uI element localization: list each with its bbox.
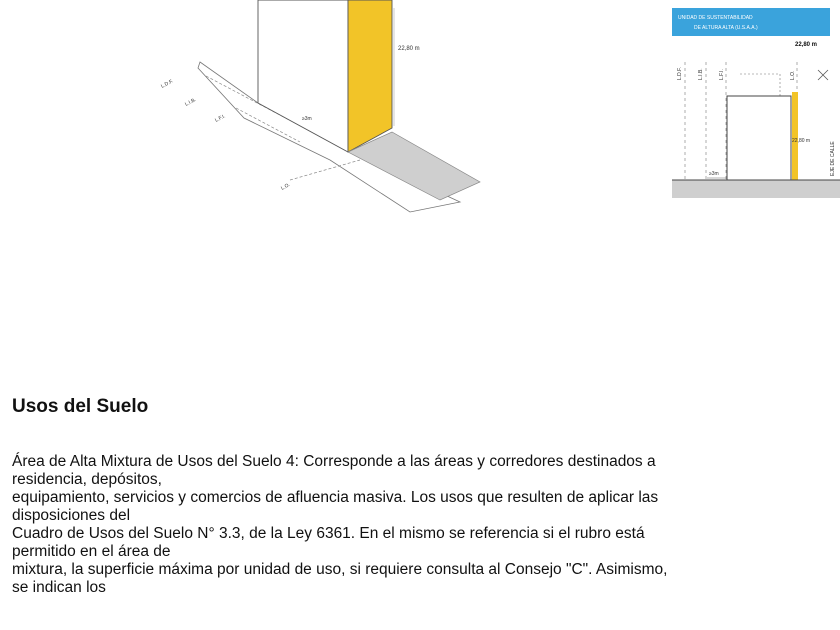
section-diagram — [672, 8, 840, 198]
section-yellow-band — [792, 92, 798, 180]
iso-setback-label: ≥3m — [302, 116, 312, 122]
isometric-building-diagram — [160, 0, 480, 212]
iso-label-lib: L.I.B. — [184, 96, 198, 108]
paragraph-line: Cuadro de Usos del Suelo N° 3.3, de la Ley 6361. En el mismo se referencia si el rubro está — [12, 524, 645, 542]
section-label-ldf: L.D.F. — [677, 66, 683, 80]
paragraph-line: disposiciones del — [12, 506, 131, 524]
paragraph-line: residencia, depósitos, — [12, 470, 162, 488]
setback-line — [290, 160, 360, 180]
badge-line-2: DE ALTURA ALTA (U.S.A.A.) — [694, 25, 758, 31]
section-label-lo: L.O. — [790, 70, 796, 80]
paragraph-line: Área de Alta Mixtura de Usos del Suelo 4: Corresponde a las áreas y corredores destinados a — [12, 452, 656, 470]
building-front-face — [258, 0, 348, 152]
section-height-side: 22,80 m — [792, 138, 811, 144]
section-label-lib: L.I.B. — [698, 68, 704, 80]
section-title: Usos del Suelo — [12, 396, 149, 417]
section-setback-label: ≥3m — [709, 171, 719, 177]
street-axis-label: EJE DE CALLE — [830, 141, 836, 176]
zoning-diagram — [0, 0, 840, 230]
section-ground — [672, 180, 840, 198]
paragraph-line: equipamiento, servicios y comercios de afluencia masiva. Los usos que resulten de aplicar las — [12, 488, 659, 506]
iso-label-ldf: L.D.F. — [160, 78, 175, 90]
iso-label-lfi: L.F.I. — [214, 113, 227, 124]
paragraph-line: se indican los — [12, 578, 106, 596]
section-label-lfi: L.F.I. — [719, 69, 725, 80]
sidewalk — [348, 132, 480, 200]
building-side-face — [348, 0, 392, 152]
paragraph-line: mixtura, la superficie máxima por unidad de uso, si requiere consulta al Consejo "C". Asimismo, — [12, 560, 668, 578]
land-use-section — [12, 396, 832, 597]
paragraph-line: permitido en el área de — [12, 542, 171, 560]
section-paragraph — [12, 453, 832, 597]
section-height-top: 22,80 m — [795, 42, 818, 48]
section-building — [727, 96, 791, 180]
iso-height-label: 22,80 m — [398, 46, 420, 52]
iso-label-lo: L.O. — [280, 182, 292, 192]
badge-line-1: UNIDAD DE SUSTENTABILIDAD — [678, 15, 753, 21]
